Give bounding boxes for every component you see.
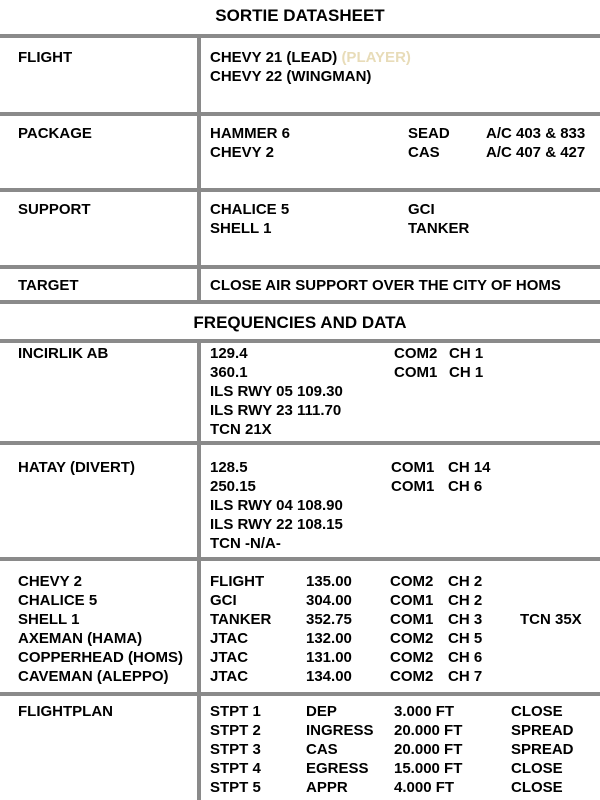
comms-radio: COM2 [390, 573, 434, 590]
comms-callsign: COPPERHEAD (HOMS) [18, 649, 184, 666]
steerpoint-altitude: 3.000 FT [394, 703, 455, 720]
comms-role: TANKER [210, 611, 272, 628]
comms-callsign: CHALICE 5 [18, 592, 98, 609]
incirlik-label: INCIRLIK AB [18, 345, 109, 362]
sortie-datasheet-title: SORTIE DATASHEET [215, 6, 385, 25]
steerpoint-phase: EGRESS [306, 760, 369, 777]
hatay-com-channel: CH 14 [448, 459, 491, 476]
hatay-line: 250.15 [210, 478, 256, 495]
comms-freq: 304.00 [306, 592, 352, 609]
package-role: SEAD [408, 125, 450, 142]
steerpoint-formation: SPREAD [511, 722, 574, 739]
support-label: SUPPORT [18, 201, 91, 218]
support-role: GCI [408, 201, 435, 218]
steerpoint-row [0, 778, 600, 797]
divider [0, 188, 600, 192]
divider [0, 692, 600, 696]
hatay-com-radio: COM1 [391, 478, 435, 495]
comms-radio: COM2 [390, 668, 434, 685]
comms-radio: COM1 [390, 611, 434, 628]
steerpoint-id: STPT 3 [210, 741, 261, 758]
divider [0, 265, 600, 269]
flight-label: FLIGHT [18, 49, 73, 66]
comms-role: JTAC [210, 649, 249, 666]
steerpoint-id: STPT 2 [210, 722, 261, 739]
steerpoint-phase: DEP [306, 703, 337, 720]
comms-callsign: CAVEMAN (ALEPPO) [18, 668, 169, 685]
flight-wingman: CHEVY 22 (WINGMAN) [210, 68, 372, 85]
hatay-line: ILS RWY 22 108.15 [210, 516, 343, 533]
incirlik-line: TCN 21X [210, 421, 272, 438]
package-name: HAMMER 6 [210, 125, 291, 142]
steerpoint-row [0, 740, 600, 759]
comms-channel: CH 2 [448, 592, 483, 609]
incirlik-com-channel: CH 1 [449, 364, 484, 381]
divider [0, 34, 600, 38]
comms-radio: COM2 [390, 649, 434, 666]
steerpoint-row [0, 702, 600, 721]
comms-row [0, 610, 600, 629]
comms-freq: 135.00 [306, 573, 352, 590]
comms-row [0, 648, 600, 667]
frequencies-title: FREQUENCIES AND DATA [193, 313, 407, 332]
support-role: TANKER [408, 220, 470, 237]
steerpoint-formation: CLOSE [511, 779, 563, 796]
package-role: CAS [408, 144, 440, 161]
incirlik-line: 129.4 [210, 345, 248, 362]
support-name: CHALICE 5 [210, 201, 290, 218]
comms-radio: COM1 [390, 592, 434, 609]
comms-channel: CH 2 [448, 573, 483, 590]
steerpoint-phase: INGRESS [306, 722, 374, 739]
comms-row [0, 591, 600, 610]
comms-channel: CH 5 [448, 630, 483, 647]
steerpoint-id: STPT 5 [210, 779, 261, 796]
comms-radio: COM2 [390, 630, 434, 647]
comms-channel: CH 6 [448, 649, 483, 666]
hatay-line: 128.5 [210, 459, 248, 476]
support-name: SHELL 1 [210, 220, 272, 237]
flightplan-label: FLIGHTPLAN [18, 703, 113, 720]
steerpoint-altitude: 4.000 FT [394, 779, 455, 796]
package-aircraft: A/C 403 & 833 [486, 125, 586, 142]
steerpoint-altitude: 15.000 FT [394, 760, 463, 777]
comms-freq: 134.00 [306, 668, 352, 685]
comms-freq: 132.00 [306, 630, 352, 647]
player-tag: (PLAYER) [341, 49, 411, 66]
divider [0, 300, 600, 304]
steerpoint-formation: SPREAD [511, 741, 574, 758]
comms-role: GCI [210, 592, 237, 609]
incirlik-com-channel: CH 1 [449, 345, 484, 362]
hatay-label: HATAY (DIVERT) [18, 459, 135, 476]
comms-callsign: SHELL 1 [18, 611, 80, 628]
divider [0, 112, 600, 116]
steerpoint-id: STPT 1 [210, 703, 261, 720]
comms-role: FLIGHT [210, 573, 265, 590]
target-value: CLOSE AIR SUPPORT OVER THE CITY OF HOMS [210, 277, 561, 294]
hatay-com-channel: CH 6 [448, 478, 483, 495]
steerpoint-altitude: 20.000 FT [394, 722, 463, 739]
steerpoint-row [0, 721, 600, 740]
package-name: CHEVY 2 [210, 144, 274, 161]
steerpoint-formation: CLOSE [511, 703, 563, 720]
comms-channel: CH 7 [448, 668, 483, 685]
incirlik-line: 360.1 [210, 364, 248, 381]
comms-freq: 352.75 [306, 611, 352, 628]
flight-lead: CHEVY 21 (LEAD) (PLAYER) [210, 49, 411, 66]
hatay-line: ILS RWY 04 108.90 [210, 497, 343, 514]
comms-role: JTAC [210, 630, 249, 647]
steerpoint-phase: APPR [306, 779, 348, 796]
incirlik-com-radio: COM2 [394, 345, 438, 362]
hatay-com-radio: COM1 [391, 459, 435, 476]
comms-channel: CH 3 [448, 611, 483, 628]
divider [0, 339, 600, 343]
steerpoint-altitude: 20.000 FT [394, 741, 463, 758]
comms-row [0, 572, 600, 591]
comms-callsign: AXEMAN (HAMA) [18, 630, 143, 647]
comms-row [0, 667, 600, 686]
divider [0, 441, 600, 445]
incirlik-line: ILS RWY 23 111.70 [210, 402, 342, 419]
comms-role: JTAC [210, 668, 249, 685]
comms-extra: TCN 35X [520, 611, 582, 628]
comms-freq: 131.00 [306, 649, 352, 666]
package-label: PACKAGE [18, 125, 92, 142]
steerpoint-formation: CLOSE [511, 760, 563, 777]
incirlik-com-radio: COM1 [394, 364, 438, 381]
comms-callsign: CHEVY 2 [18, 573, 82, 590]
comms-row [0, 629, 600, 648]
target-label: TARGET [18, 277, 79, 294]
divider [0, 557, 600, 561]
column-divider [197, 34, 201, 304]
hatay-line: TCN -N/A- [210, 535, 281, 552]
incirlik-line: ILS RWY 05 109.30 [210, 383, 343, 400]
package-aircraft: A/C 407 & 427 [486, 144, 586, 161]
steerpoint-id: STPT 4 [210, 760, 261, 777]
steerpoint-phase: CAS [306, 741, 338, 758]
steerpoint-row [0, 759, 600, 778]
